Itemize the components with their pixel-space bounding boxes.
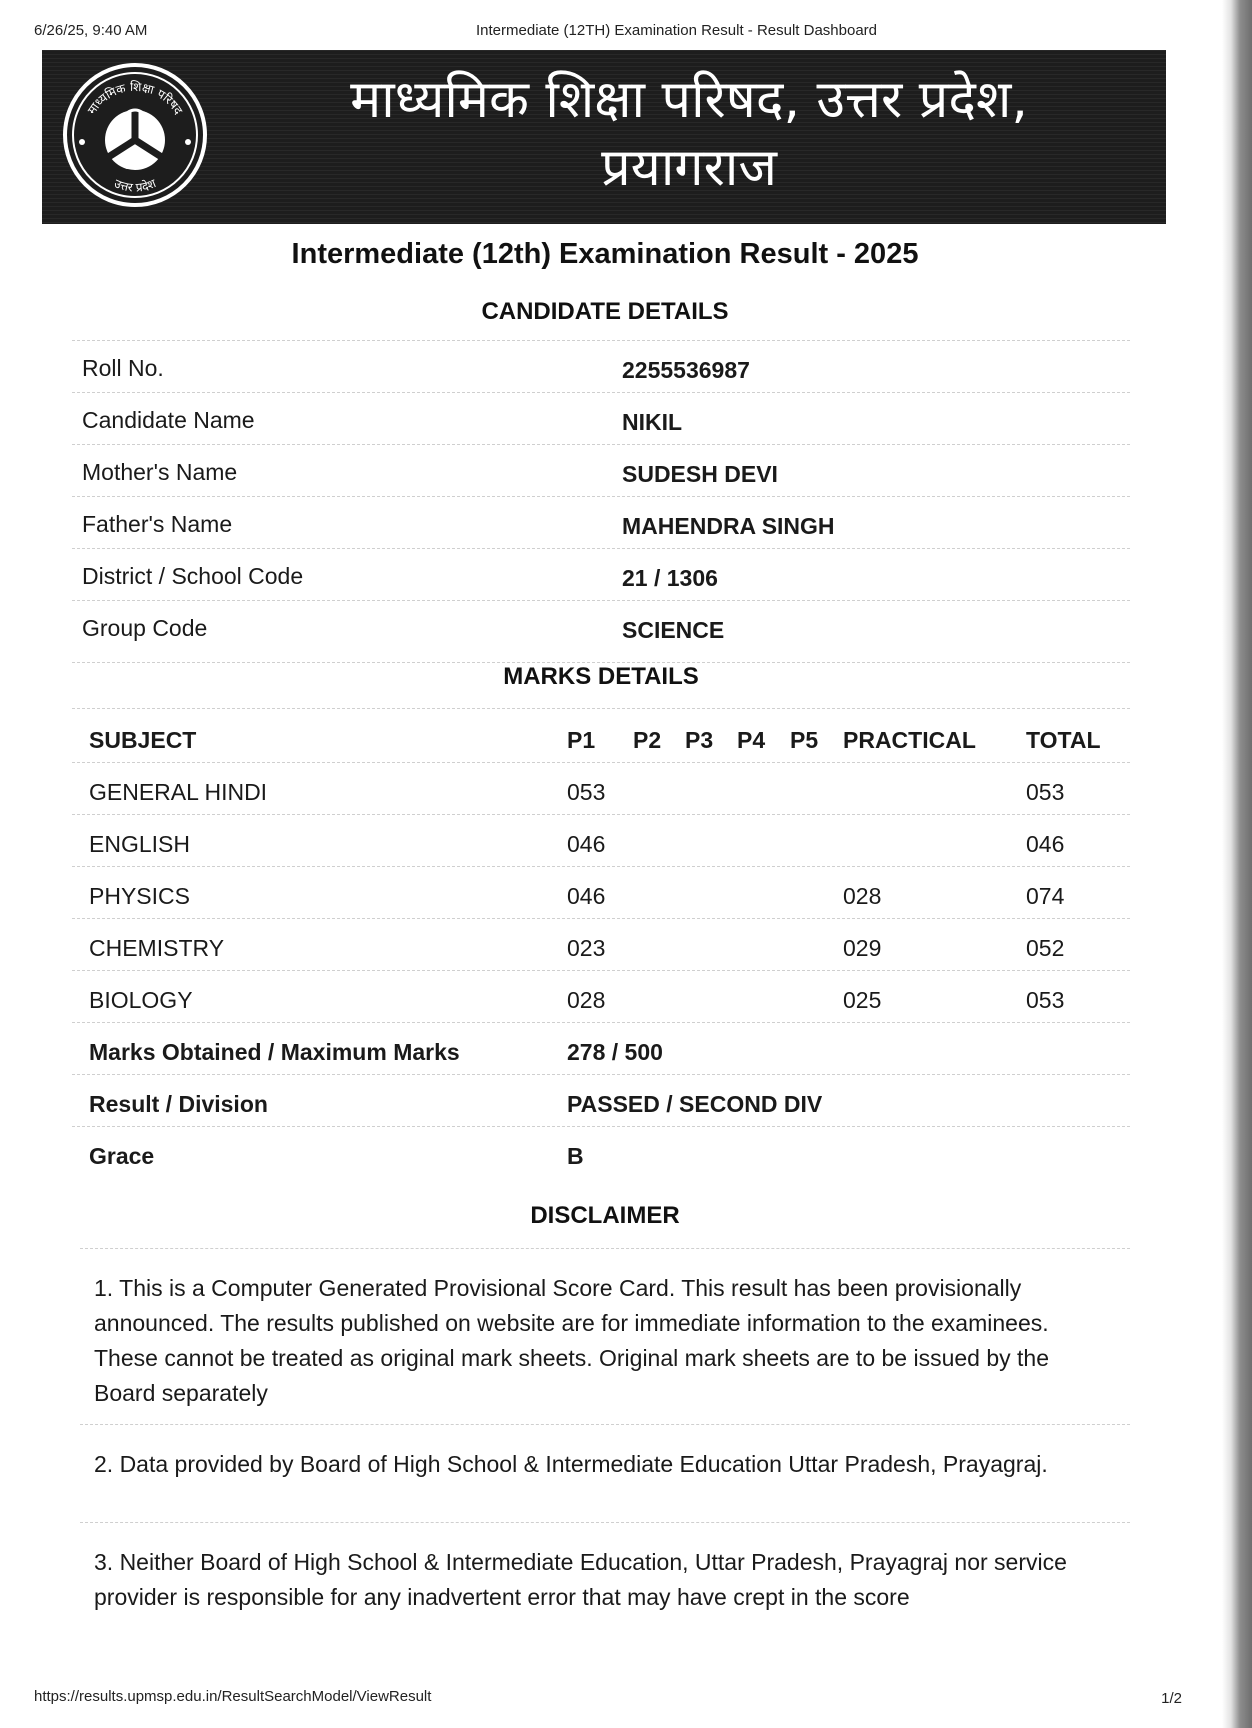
candidate-label: Group Code bbox=[82, 615, 208, 641]
mark-p1: 023 bbox=[567, 935, 606, 961]
board-name-line1: माध्यमिक शिक्षा परिषद, उत्तर प्रदेश, bbox=[350, 70, 1028, 130]
candidate-details-heading: CANDIDATE DETAILS bbox=[481, 298, 729, 325]
mark-p1: 053 bbox=[567, 779, 606, 805]
candidate-label: Mother's Name bbox=[82, 459, 238, 485]
summary-label: Marks Obtained / Maximum Marks bbox=[89, 1039, 460, 1065]
mark-total: 053 bbox=[1026, 987, 1065, 1013]
board-emblem-icon bbox=[60, 60, 210, 210]
col-header-p1: P1 bbox=[567, 727, 596, 753]
col-header-practical: PRACTICAL bbox=[843, 727, 976, 753]
candidate-row-father bbox=[72, 496, 1130, 549]
disclaimer-item bbox=[80, 1522, 1130, 1633]
col-header-subject: SUBJECT bbox=[89, 727, 197, 753]
candidate-value: 2255536987 bbox=[622, 357, 750, 383]
candidate-row-roll bbox=[72, 340, 1130, 393]
subject-name: PHYSICS bbox=[89, 883, 190, 909]
col-header-p4: P4 bbox=[737, 727, 766, 753]
subject-name: BIOLOGY bbox=[89, 987, 193, 1013]
mark-total: 074 bbox=[1026, 883, 1065, 909]
col-header-p2: P2 bbox=[633, 727, 662, 753]
mark-practical: 029 bbox=[843, 935, 882, 961]
candidate-label: Roll No. bbox=[82, 355, 164, 381]
subject-name: GENERAL HINDI bbox=[89, 779, 268, 805]
marks-header-row bbox=[72, 708, 1130, 761]
candidate-value: MAHENDRA SINGH bbox=[622, 513, 835, 539]
result-division-row bbox=[72, 1074, 1130, 1127]
candidate-row-district bbox=[72, 548, 1130, 601]
candidate-value: SCIENCE bbox=[622, 617, 725, 643]
summary-label: Result / Division bbox=[89, 1091, 268, 1117]
candidate-row-group bbox=[72, 600, 1130, 653]
candidate-label: Father's Name bbox=[82, 511, 233, 537]
board-name-line2: प्रयागराज bbox=[601, 138, 777, 198]
mark-practical: 025 bbox=[843, 987, 882, 1013]
disclaimer-text: 3. Neither Board of High School & Intermediate Education, Uttar Pradesh, Prayagraj nor service provider is responsible for any inadvertent error that may have crept in the score bbox=[94, 1549, 1067, 1610]
print-datetime: 6/26/25, 9:40 AM bbox=[34, 22, 148, 39]
print-page-title: Intermediate (12TH) Examination Result - Result Dashboard bbox=[476, 22, 878, 39]
emblem-top-text: माध्यमिक शिक्षा परिषद bbox=[84, 79, 186, 117]
subject-name: CHEMISTRY bbox=[89, 935, 225, 961]
disclaimer-item bbox=[80, 1424, 1130, 1523]
mark-p1: 046 bbox=[567, 883, 606, 909]
summary-label: Grace bbox=[89, 1143, 155, 1169]
marks-row bbox=[72, 970, 1130, 1023]
candidate-label: District / School Code bbox=[82, 563, 304, 589]
summary-value: B bbox=[567, 1143, 584, 1169]
marks-obtained-row bbox=[72, 1022, 1130, 1075]
marks-row bbox=[72, 814, 1130, 867]
print-header bbox=[34, 20, 1182, 44]
document-title: Intermediate (12th) Examination Result - 2025 bbox=[291, 238, 919, 270]
subject-name: ENGLISH bbox=[89, 831, 190, 857]
mark-practical: 028 bbox=[843, 883, 882, 909]
page-number: 1/2 bbox=[1161, 1690, 1182, 1707]
marks-row bbox=[72, 762, 1130, 815]
marks-row bbox=[72, 866, 1130, 919]
candidate-label: Candidate Name bbox=[82, 407, 255, 433]
marks-row bbox=[72, 918, 1130, 971]
emblem-bottom-text: उत्तर प्रदेश bbox=[112, 176, 158, 195]
mark-p1: 028 bbox=[567, 987, 606, 1013]
col-header-p3: P3 bbox=[685, 727, 714, 753]
page-url: https://results.upmsp.edu.in/ResultSearchModel/ViewResult bbox=[34, 1688, 432, 1705]
candidate-row-mother bbox=[72, 444, 1130, 497]
summary-value: 278 / 500 bbox=[567, 1039, 663, 1065]
mark-total: 053 bbox=[1026, 779, 1065, 805]
candidate-row-name bbox=[72, 392, 1130, 445]
board-name-hindi bbox=[242, 66, 1136, 202]
summary-value: PASSED / SECOND DIV bbox=[567, 1091, 823, 1117]
mark-total: 052 bbox=[1026, 935, 1065, 961]
col-header-p5: P5 bbox=[790, 727, 819, 753]
mark-p1: 046 bbox=[567, 831, 606, 857]
candidate-value: SUDESH DEVI bbox=[622, 461, 778, 487]
marks-details-heading: MARKS DETAILS bbox=[72, 662, 1130, 691]
disclaimer-text: 2. Data provided by Board of High School & Intermediate Education Uttar Pradesh, Prayagraj. bbox=[94, 1451, 1048, 1477]
candidate-value: NIKIL bbox=[622, 409, 683, 435]
scan-edge-shadow bbox=[1222, 0, 1252, 1728]
mark-total: 046 bbox=[1026, 831, 1065, 857]
grace-row bbox=[72, 1126, 1130, 1179]
disclaimer-item bbox=[80, 1248, 1130, 1424]
disclaimer-text: 1. This is a Computer Generated Provisional Score Card. This result has been provisionally announced. The results published on website are for immediate information to the examinees. These cannot be treated as original mark sheets. Original mark sheets are to be issued by the Board separately bbox=[94, 1275, 1050, 1406]
board-banner bbox=[42, 50, 1166, 224]
col-header-total: TOTAL bbox=[1026, 727, 1101, 753]
disclaimer-heading: DISCLAIMER bbox=[530, 1202, 680, 1229]
candidate-value: 21 / 1306 bbox=[622, 565, 718, 591]
